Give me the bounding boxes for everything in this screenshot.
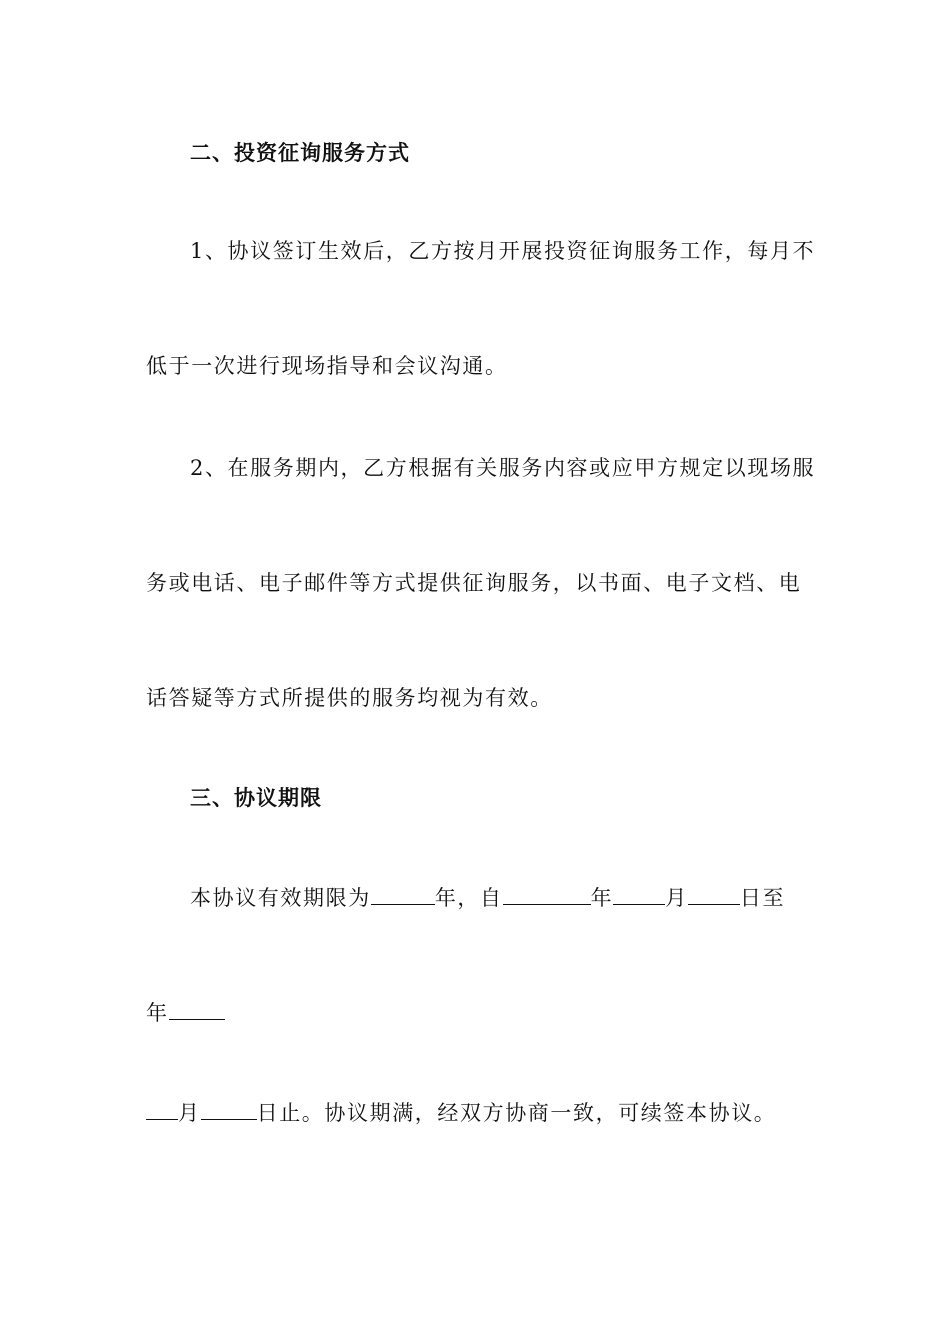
start-day-unit-text: 日至 <box>739 886 786 910</box>
section-heading-service-method: 二、投资征询服务方式 <box>190 141 410 165</box>
start-year-blank[interactable] <box>503 882 591 905</box>
paragraph-2-line-3: 话答疑等方式所提供的服务均视为有效。 <box>146 686 553 710</box>
end-month-blank[interactable] <box>146 1097 178 1120</box>
start-month-unit-text: 月 <box>665 886 688 910</box>
start-year-unit-text: 年 <box>590 886 614 910</box>
term-years-blank[interactable] <box>371 882 435 905</box>
term-year-unit-text: 年，自 <box>434 886 503 910</box>
term-closing-text: 日止。协议期满，经双方协商一致，可续签本协议。 <box>256 1101 777 1125</box>
start-day-blank[interactable] <box>688 882 740 905</box>
end-year-unit-text: 年 <box>146 1001 169 1025</box>
start-month-blank[interactable] <box>613 882 665 905</box>
term-prefix-text: 本协议有效期限为 <box>190 886 371 910</box>
term-line-1 <box>190 882 785 913</box>
end-year-month-blank[interactable] <box>169 997 225 1020</box>
term-line-3 <box>146 1097 776 1128</box>
section-heading-agreement-term: 三、协议期限 <box>190 786 322 810</box>
end-day-blank[interactable] <box>201 1097 257 1120</box>
paragraph-2-line-2: 务或电话、电子邮件等方式提供征询服务，以书面、电子文档、电 <box>146 571 802 595</box>
end-month-unit-text: 月 <box>178 1101 201 1125</box>
paragraph-1-line-2: 低于一次进行现场指导和会议沟通。 <box>146 354 508 378</box>
paragraph-2-line-1: 2、在服务期内，乙方根据有关服务内容或应甲方规定以现场服 <box>190 456 816 480</box>
term-line-2 <box>146 997 225 1028</box>
paragraph-1-line-1: 1、协议签订生效后，乙方按月开展投资征询服务工作，每月不 <box>190 239 816 263</box>
